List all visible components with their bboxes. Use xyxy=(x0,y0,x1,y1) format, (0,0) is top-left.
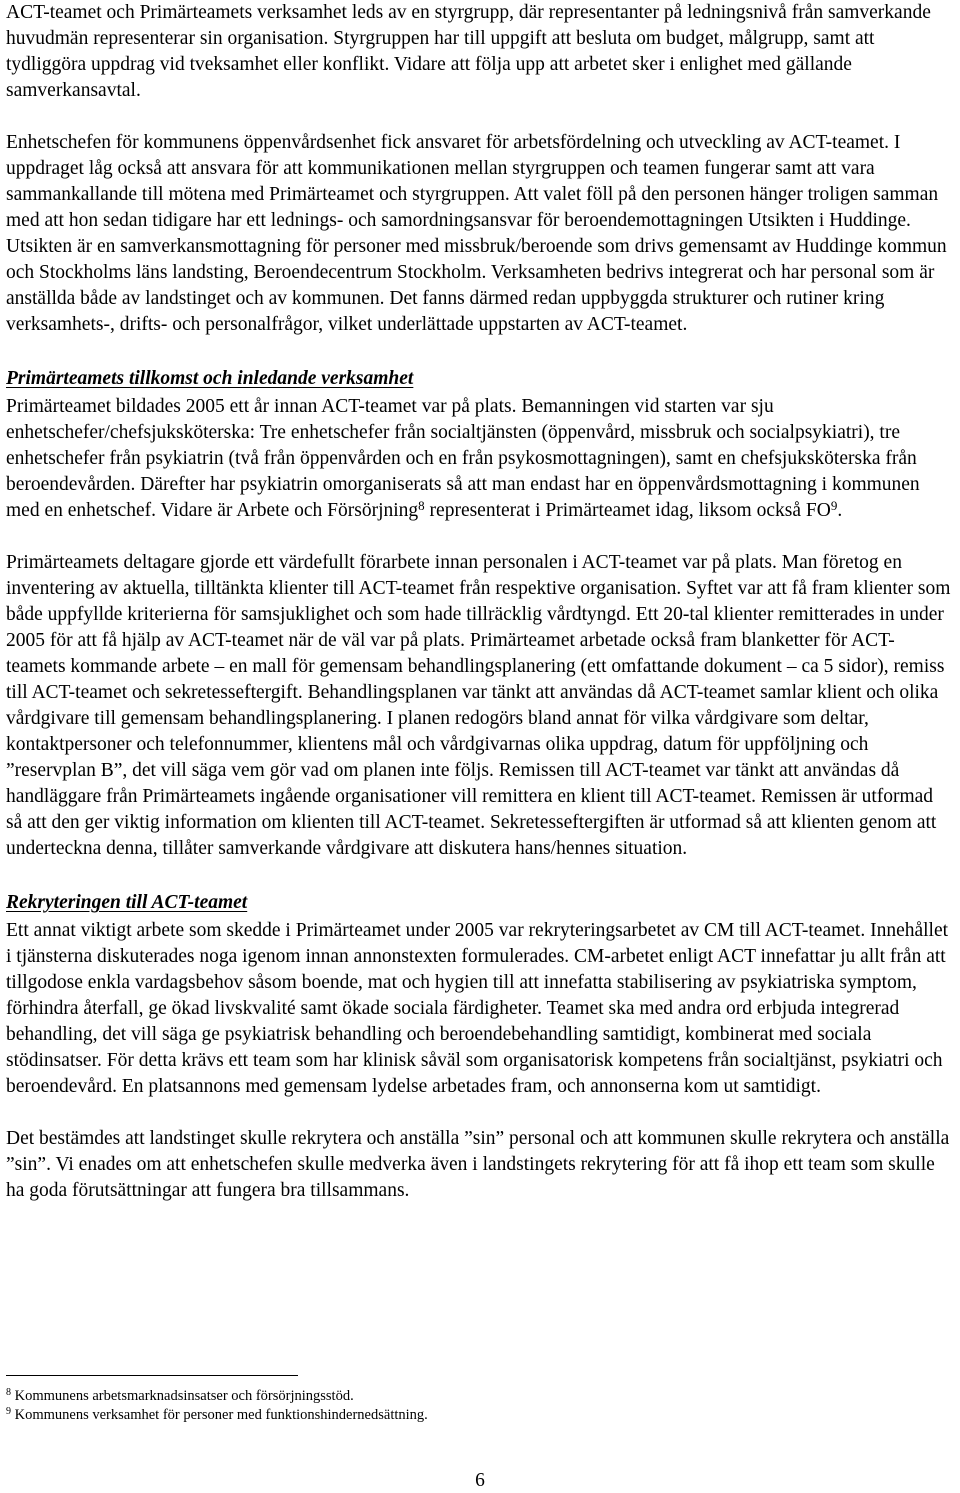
footnote-text: Kommunens arbetsmarknadsinsatser och försörjningsstöd. xyxy=(14,1388,354,1404)
footnote-ref-9[interactable]: 9 xyxy=(830,498,838,513)
document-page xyxy=(6,0,954,1204)
paragraph-landstinget: Det bestämdes att landstinget skulle rekrytera och anställa ”sin” personal och att kommunen skulle rekrytera och anställa ”sin”. Vi enades om att enhetschefen skulle medverka även i landstingets rekrytering för att få ihop ett team som skulle ha goda förutsättningar att fungera bra tillsammans. xyxy=(6,1128,950,1201)
page-number: 6 xyxy=(475,1470,485,1491)
footnote-divider xyxy=(6,1375,298,1376)
footnote-9 xyxy=(6,1406,428,1425)
paragraph-styrgrupp: ACT-teamet och Primärteamets verksamhet leds av en styrgrupp, där representanter på ledningsnivå från samverkande huvudmän representerar sin organisation. Styrgruppen har till uppgift att besluta om budget, målgrupp, samt att tydliggöra uppdrag vid tveksamhet eller konflikt. Vidare att följa upp att arbetet sker i enlighet med gällande samverkansavtal. xyxy=(6,2,931,101)
footnote-ref-8[interactable]: 8 xyxy=(418,498,425,513)
paragraph-text: . xyxy=(837,500,843,521)
heading-primarteamets-tillkomst: Primärteamets tillkomst och inledande verksamhet xyxy=(6,368,414,389)
footnote-number: 9 xyxy=(6,1406,11,1417)
paragraph-forarbete: Primärteamets deltagare gjorde ett värdefullt förarbete innan personalen i ACT-teamet var på plats. Man företog en inventering av aktuella, tilltänkta klienter till ACT-teamet från respektive organisation. Syftet var att få fram klienter som både uppfyllde kriterierna för samsjuklighet och som hade tillräcklig vårdtyngd. Ett 20-tal klienter remitterades in under 2005 för att få hjälp av ACT-teamet när de väl var på plats. Primärteamet arbetade också fram blanketter för ACT-teamets kommande arbete – en mall för gemensam behandlingsplanering (ett omfattande dokument – ca 5 sidor), remiss till ACT-teamet och sekretesseftergift. Behandlingsplanen var tänkt att användas då ACT-teamet samlar klient och olika vårdgivare till gemensam behandlingsplanering. I planen redogörs bland annat för vilka vårdgivare som deltar, kontaktpersoner och telefonnummer, klientens mål och vårdgivarnas olika uppdrag, datum för uppföljning och ”reservplan B”, det vill säga vem gör vad om planen inte följs. Remissen till ACT-teamet var tänkt att användas då handläggare från Primärteamets ingående organisationer vill remittera en klient till ACT-teamet. Remissen är utformad så att den ger viktig information om klienten till ACT-teamet. Sekretesseftergiften är utformad så att klienten genom att underteckna denna, tillåter samverkande vårdgivare att diskutera hans/hennes situation. xyxy=(6,552,951,859)
paragraph-rekryteringsarbete: Ett annat viktigt arbete som skedde i Primärteamet under 2005 var rekryteringsarbetet av CM till ACT-teamet. Innehållet i tjänsterna diskuterades noga igenom innan annonstexten formulerades. CM-arbetet enligt ACT innefattar ju allt från att tillgodose enkla vardagsbehov såsom boende, mat och hygien till att innefatta stabilisering av psykiatriska symptom, förhindra återfall, ge ökad livskvalité samt ökade sociala färdigheter. Teamet ska med andra ord erbjuda integrerad behandling, det vill säga ge psykiatrisk behandling och beroendebehandling samtidigt, kombinerat med sociala stödinsatser. För detta krävs ett team som har klinisk såväl som organisatorisk kompetens från socialtjänst, psykiatri och beroendevård. En platsannons med gemensam lydelse arbetades fram, och annonserna kom ut samtidigt. xyxy=(6,920,949,1097)
paragraph-enhetschef: Enhetschefen för kommunens öppenvårdsenhet fick ansvaret för arbetsfördelning och utveckling av ACT-teamet. I uppdraget låg också att ansvara för att kommunikationen mellan styrgruppen och teamen fungerar samt att vara sammankallande till mötena med Primärteamet och styrgruppen. Att valet föll på den personen hänger troligen samman med att hon sedan tidigare har ett lednings- och samordningsansvar för beroendemottagningen Utsikten i Huddinge. Utsikten är en samverkansmottagning för personer med missbruk/beroende som drivs gemensamt av Huddinge kommun och Stockholms läns landsting, Beroendecentrum Stockholm. Verksamheten bedrivs integrerat och har personal som är anställda både av landstinget och av kommunen. Det fanns därmed redan uppbyggda strukturer och rutiner kring verksamhets-, drifts- och personalfrågor, vilket underlättade uppstarten av ACT-teamet. xyxy=(6,132,947,335)
footnotes xyxy=(6,1387,428,1425)
paragraph-text: representerat i Primärteamet idag, liksom också FO xyxy=(424,500,831,521)
paragraph-primarteamet-bildades xyxy=(6,394,954,524)
footnote-text: Kommunens verksamhet för personer med funktionshindernedsättning. xyxy=(14,1407,428,1423)
paragraph-text: Primärteamet bildades 2005 ett år innan ACT-teamet var på plats. Bemanningen vid starten var sju enhetschefer/chefsjuksköterska: Tre enhetschefer från socialtjänsten (öppenvård, missbruk och socialpsykiatri), tre enhetschefer från psykiatrin (två från öppenvården och en från psykosmottagningen), samt en chefsjuksköterska från beroendevården. Därefter har psykiatrin omorganiserats så att man endast har en öppenvårdsmottagning i kommunen med en enhetschef. Vidare är Arbete och Försörjning xyxy=(6,396,920,521)
footnote-8 xyxy=(6,1387,428,1406)
heading-rekryteringen: Rekryteringen till ACT-teamet xyxy=(6,892,248,913)
footnote-number: 8 xyxy=(6,1387,11,1398)
